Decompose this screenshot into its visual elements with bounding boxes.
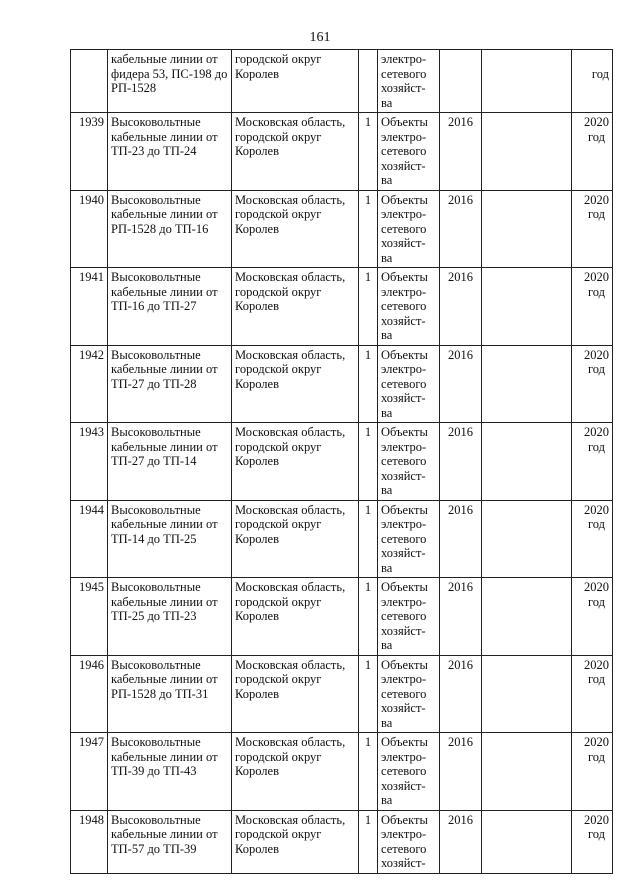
cell-category: электро-сетевого хозяйст-ва	[378, 50, 440, 113]
term-word: год	[587, 439, 606, 454]
cell-quantity: 1	[359, 733, 378, 811]
cell-location: Московская область, городской округ Королев	[232, 500, 359, 578]
cell-year: 2016	[440, 500, 482, 578]
term-word: год	[587, 594, 606, 609]
cell-name: Высоковольтные кабельные линии от ТП-16 до ТП-27	[108, 268, 232, 346]
cell-quantity: 1	[359, 500, 378, 578]
cell-year: 2016	[440, 733, 482, 811]
cell-location: Московская область, городской округ Королев	[232, 345, 359, 423]
cell-term	[572, 810, 613, 873]
cell-quantity: 1	[359, 268, 378, 346]
cell-year: 2016	[440, 655, 482, 733]
cell-category: Объекты электро-сетевого хозяйст-ва	[378, 500, 440, 578]
term-year: 2020	[584, 580, 609, 594]
cell-name: кабельные линии от фидера 53, ПС-198 до РП-1528	[108, 50, 232, 113]
cell-term	[572, 655, 613, 733]
cell-term	[572, 190, 613, 268]
cell-term	[572, 268, 613, 346]
table-body	[71, 50, 613, 874]
table-row	[71, 423, 613, 501]
cell-category: Объекты электро-сетевого хозяйст-ва	[378, 190, 440, 268]
cell-location: Московская область, городской округ Королев	[232, 733, 359, 811]
cell-blank	[482, 423, 572, 501]
cell-number	[71, 50, 108, 113]
term-year: 2020	[584, 192, 609, 207]
cell-quantity: 1	[359, 423, 378, 501]
cell-year: 2016	[440, 113, 482, 191]
registry-table	[70, 49, 613, 874]
cell-year: 2016	[440, 578, 482, 656]
cell-name: Высоковольтные кабельные линии от ТП-57 до ТП-39	[108, 810, 232, 873]
cell-category: Объекты электро-сетевого хозяйст-ва	[378, 345, 440, 423]
cell-location: Московская область, городской округ Королев	[232, 423, 359, 501]
table-row	[71, 190, 613, 268]
table-row	[71, 113, 613, 191]
term-year: 2020	[584, 502, 609, 517]
table-row	[71, 578, 613, 656]
term-year: 2020	[584, 812, 609, 827]
table-row	[71, 810, 613, 873]
term-year: 2020	[584, 425, 609, 439]
cell-number: 1940	[71, 190, 108, 268]
cell-number: 1939	[71, 113, 108, 191]
cell-location: Московская область, городской округ Королев	[232, 113, 359, 191]
cell-name: Высоковольтные кабельные линии от ТП-25 до ТП-23	[108, 578, 232, 656]
cell-blank	[482, 810, 572, 873]
term-word: год	[591, 66, 609, 81]
cell-number: 1943	[71, 423, 108, 501]
cell-location: Московская область, городской округ Королев	[232, 810, 359, 873]
table-row	[71, 733, 613, 811]
cell-term	[572, 733, 613, 811]
cell-number: 1941	[71, 268, 108, 346]
term-word: год	[587, 517, 606, 531]
term-word: год	[587, 362, 606, 376]
term-word: год	[587, 749, 606, 764]
table-row	[71, 500, 613, 578]
term-year: 2020	[584, 735, 609, 749]
cell-location: Московская область, городской округ Королев	[232, 268, 359, 346]
cell-category: Объекты электро-сетевого хозяйст-ва	[378, 578, 440, 656]
cell-location: Московская область, городской округ Королев	[232, 190, 359, 268]
cell-quantity: 1	[359, 578, 378, 656]
cell-year: 2016	[440, 268, 482, 346]
term-word: год	[587, 207, 606, 221]
cell-name: Высоковольтные кабельные линии от ТП-23 до ТП-24	[108, 113, 232, 191]
cell-number: 1945	[71, 578, 108, 656]
term-year: 2020	[584, 115, 609, 129]
cell-term	[572, 423, 613, 501]
cell-term	[572, 500, 613, 578]
cell-year	[440, 50, 482, 113]
cell-term	[572, 578, 613, 656]
cell-year: 2016	[440, 345, 482, 423]
table-row	[71, 268, 613, 346]
cell-quantity: 1	[359, 190, 378, 268]
cell-quantity: 1	[359, 345, 378, 423]
cell-location: Московская область, городской округ Королев	[232, 655, 359, 733]
cell-category: Объекты электро-сетевого хозяйст-ва	[378, 655, 440, 733]
cell-blank	[482, 733, 572, 811]
term-year: 2020	[584, 347, 609, 362]
term-year: 2020	[584, 270, 609, 284]
cell-blank	[482, 500, 572, 578]
cell-blank	[482, 578, 572, 656]
cell-year: 2016	[440, 190, 482, 268]
cell-name: Высоковольтные кабельные линии от ТП-27 до ТП-14	[108, 423, 232, 501]
term-word: год	[587, 284, 606, 299]
cell-year: 2016	[440, 423, 482, 501]
cell-category: Объекты электро-сетевого хозяйст-ва	[378, 268, 440, 346]
cell-quantity: 1	[359, 655, 378, 733]
cell-blank	[482, 268, 572, 346]
cell-quantity: 1	[359, 810, 378, 873]
table-row-continuation	[71, 50, 613, 113]
cell-blank	[482, 190, 572, 268]
cell-name: Высоковольтные кабельные линии от ТП-27 до ТП-28	[108, 345, 232, 423]
cell-location: Московская область, городской округ Королев	[232, 578, 359, 656]
cell-quantity	[359, 50, 378, 113]
cell-term	[572, 345, 613, 423]
term-word: год	[587, 827, 606, 841]
cell-category: Объекты электро-сетевого хозяйст-ва	[378, 733, 440, 811]
cell-name: Высоковольтные кабельные линии от РП-1528 до ТП-31	[108, 655, 232, 733]
cell-number: 1948	[71, 810, 108, 873]
cell-term	[572, 113, 613, 191]
cell-year: 2016	[440, 810, 482, 873]
cell-number: 1947	[71, 733, 108, 811]
cell-name: Высоковольтные кабельные линии от ТП-14 до ТП-25	[108, 500, 232, 578]
cell-location: городской округ Королев	[232, 50, 359, 113]
cell-quantity: 1	[359, 113, 378, 191]
table-row	[71, 345, 613, 423]
cell-number: 1942	[71, 345, 108, 423]
page-number: 161	[309, 30, 331, 45]
cell-blank	[482, 655, 572, 733]
cell-blank	[482, 113, 572, 191]
cell-name: Высоковольтные кабельные линии от РП-1528 до ТП-16	[108, 190, 232, 268]
term-word: год	[587, 672, 606, 686]
term-word: год	[587, 129, 606, 144]
cell-term	[572, 50, 613, 113]
cell-category: Объекты электро-сетевого хозяйст-	[378, 810, 440, 873]
cell-category: Объекты электро-сетевого хозяйст-ва	[378, 423, 440, 501]
table-row	[71, 655, 613, 733]
cell-number: 1946	[71, 655, 108, 733]
term-year: 2020	[584, 657, 609, 672]
cell-category: Объекты электро-сетевого хозяйст-ва	[378, 113, 440, 191]
cell-blank	[482, 50, 572, 113]
cell-number: 1944	[71, 500, 108, 578]
cell-blank	[482, 345, 572, 423]
cell-name: Высоковольтные кабельные линии от ТП-39 до ТП-43	[108, 733, 232, 811]
